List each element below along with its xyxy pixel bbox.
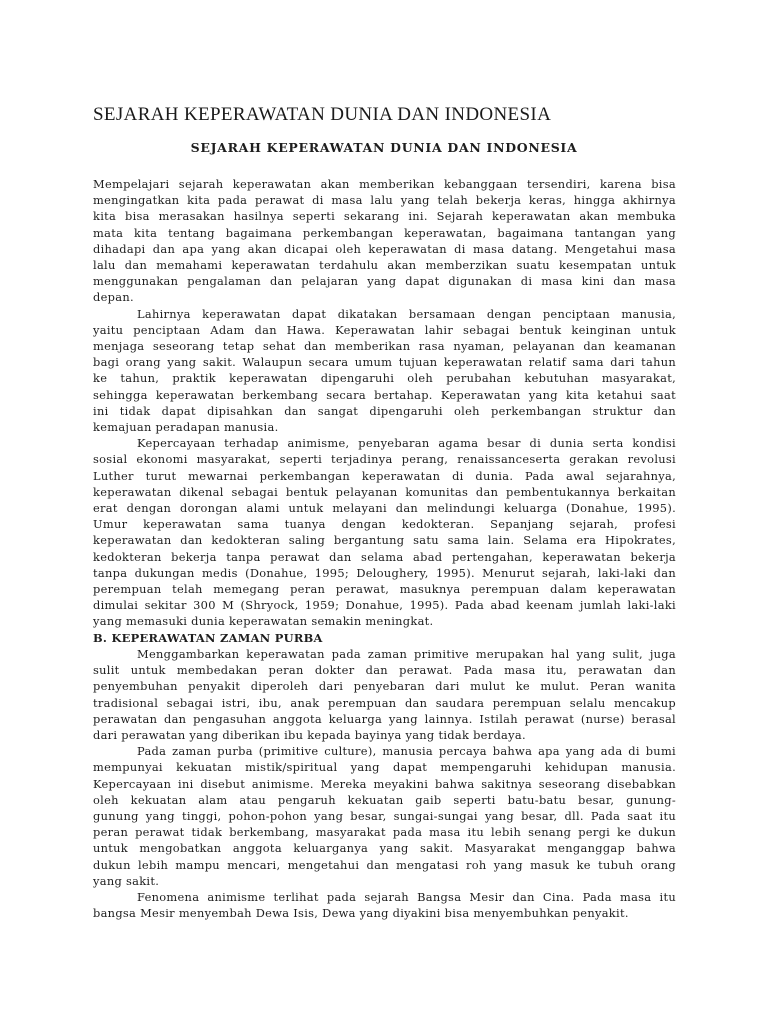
paragraph — [93, 176, 676, 306]
text-line: ke tahun, praktik keperawatan dipengaruhi oleh perubahan kebutuhan masyarakat, — [93, 371, 676, 386]
text-line: yang memasuki dunia keperawatan semakin meningkat. — [93, 614, 434, 629]
text-line: sosial ekonomi masyarakat, seperti terjadinya perang, renaissanceserta gerakan revolusi — [93, 452, 676, 467]
text-line: Kepercayaan terhadap animisme, penyebaran agama besar di dunia serta kondisi — [137, 436, 676, 451]
text-line: Luther turut mewarnai perkembangan keperawatan di dunia. Pada awal sejarahnya, — [93, 468, 676, 483]
page-title: SEJARAH KEPERAWATAN DUNIA DAN INDONESIA — [93, 104, 552, 125]
text-line: peran perawat tidak berkembang, masyarakat pada masa itu lebih senang pergi ke dukun — [93, 825, 676, 840]
text-line: oleh kekuatan alam atau pengaruh kekuatan gaib seperti batu-batu besar, gunung- — [93, 792, 676, 807]
paragraph — [93, 306, 676, 436]
text-line: dimulai sekitar 300 M (Shryock, 1959; Donahue, 1995). Pada abad keenam jumlah laki-laki — [93, 598, 676, 613]
text-line: lalu dan memahami keperawatan terdahulu akan memberzikan suatu kesempatan untuk — [93, 258, 676, 273]
text-line: mempunyai kekuatan mistik/spiritual yang dapat mempengaruhi kehidupan manusia. — [93, 760, 676, 775]
text-line: tradisional sebagai istri, ibu, anak perempuan dan saudara perempuan selalu mencakup — [93, 695, 676, 710]
text-line: ini tidak dapat dipisahkan dan sangat dipengaruhi oleh perkembangan struktur dan — [93, 403, 676, 418]
text-line: Kepercayaan ini disebut animisme. Mereka meyakini bahwa sakitnya seseorang disebabkan — [93, 776, 676, 791]
text-line: kita bisa merasakan hasilnya seperti sekarang ini. Sejarah keperawatan akan membuka — [93, 209, 676, 224]
paragraph — [93, 889, 676, 921]
text-line: menjaga seseorang tetap sehat dan memberikan rasa nyaman, pelayanan dan keamanan — [93, 339, 676, 354]
text-line: Umur keperawatan sama tuanya dengan kedokteran. Sepanjang sejarah, profesi — [93, 517, 676, 532]
text-line: kedokteran bekerja tanpa perawat dan selama abad pertengahan, keperawatan bekerja — [93, 549, 676, 564]
text-line: Pada zaman purba (primitive culture), manusia percaya bahwa apa yang ada di bumi — [137, 744, 676, 759]
text-line: tanpa dukungan medis (Donahue, 1995; Deloughery, 1995). Menurut sejarah, laki-laki dan — [93, 565, 676, 580]
text-line: bangsa Mesir menyembah Dewa Isis, Dewa yang diyakini bisa menyembuhkan penyakit. — [93, 906, 629, 921]
text-line: kemajuan peradapan manusia. — [93, 420, 279, 435]
text-line: penyembuhan penyakit diperoleh dari penyebaran dari mulut ke mulut. Peran wanita — [93, 679, 676, 694]
text-line: perempuan telah memegang peran perawat, masuknya perempuan dalam keperawatan — [93, 582, 676, 597]
text-line: Menggambarkan keperawatan pada zaman primitive merupakan hal yang sulit, juga — [137, 646, 676, 661]
document-subtitle: SEJARAH KEPERAWATAN DUNIA DAN INDONESIA — [190, 140, 578, 155]
text-line: depan. — [93, 290, 134, 305]
text-line: sehingga keperawatan berkembang secara bertahap. Keperawatan yang kita ketahui saat — [93, 387, 676, 402]
text-line: Fenomena animisme terlihat pada sejarah Bangsa Mesir dan Cina. Pada masa itu — [137, 889, 676, 904]
text-line: keperawatan dikenal sebagai bentuk pelayanan komunitas dan pembentukannya berkaitan — [93, 484, 676, 499]
text-line: dihadapi dan apa yang akan dicapai oleh keperawatan di masa datang. Mengetahui masa — [93, 241, 676, 256]
text-line: bagi orang yang sakit. Walaupun secara umum tujuan keperawatan relatif sama dari tahun — [93, 355, 676, 370]
text-line: sulit untuk membedakan peran dokter dan perawat. Pada masa itu, perawatan dan — [93, 663, 676, 678]
paragraph — [93, 646, 676, 743]
text-line: mata kita tentang bagaimana perkembangan keperawatan, bagaimana tantangan yang — [93, 225, 676, 240]
section-heading: B. KEPERAWATAN ZAMAN PURBA — [93, 630, 323, 645]
paragraph — [93, 743, 676, 889]
text-line: yaitu penciptaan Adam dan Hawa. Keperawatan lahir sebagai bentuk keinginan untuk — [93, 322, 676, 337]
text-line: mengingatkan kita pada perawat di masa lalu yang telah bekerja keras, hingga akhirnya — [93, 193, 676, 208]
text-line: Mempelajari sejarah keperawatan akan memberikan kebanggaan tersendiri, karena bisa — [93, 177, 676, 191]
text-line: erat dengan dorongan alami untuk melayani dan melindungi keluarga (Donahue, 1995). — [93, 501, 676, 516]
text-line: menggunakan pengalaman dan pelajaran yang dapat digunakan di masa kini dan masa — [93, 274, 676, 289]
text-line: perawatan dan pengasuhan anggota keluarga yang lainnya. Istilah perawat (nurse) berasal — [93, 711, 676, 726]
text-line: dari perawatan yang diberikan ibu kepada bayinya yang tidak berdaya. — [93, 727, 526, 742]
text-line: untuk mengobatkan anggota keluarganya yang sakit. Masyarakat menganggap bahwa — [93, 841, 676, 856]
text-line: yang sakit. — [93, 873, 160, 888]
paragraph — [93, 435, 676, 629]
text-line: keperawatan dan kedokteran saling bergantung satu sama lain. Selama era Hipokrates, — [93, 533, 676, 548]
text-line: gunung yang tinggi, pohon-pohon yang besar, sungai-sungai yang besar, dll. Pada saat itu — [93, 808, 676, 823]
document-body — [93, 176, 676, 921]
text-line: Lahirnya keperawatan dapat dikatakan bersamaan dengan penciptaan manusia, — [137, 306, 676, 321]
text-line: dukun lebih mampu mencari, mengetahui dan mengatasi roh yang masuk ke tubuh orang — [93, 857, 676, 872]
